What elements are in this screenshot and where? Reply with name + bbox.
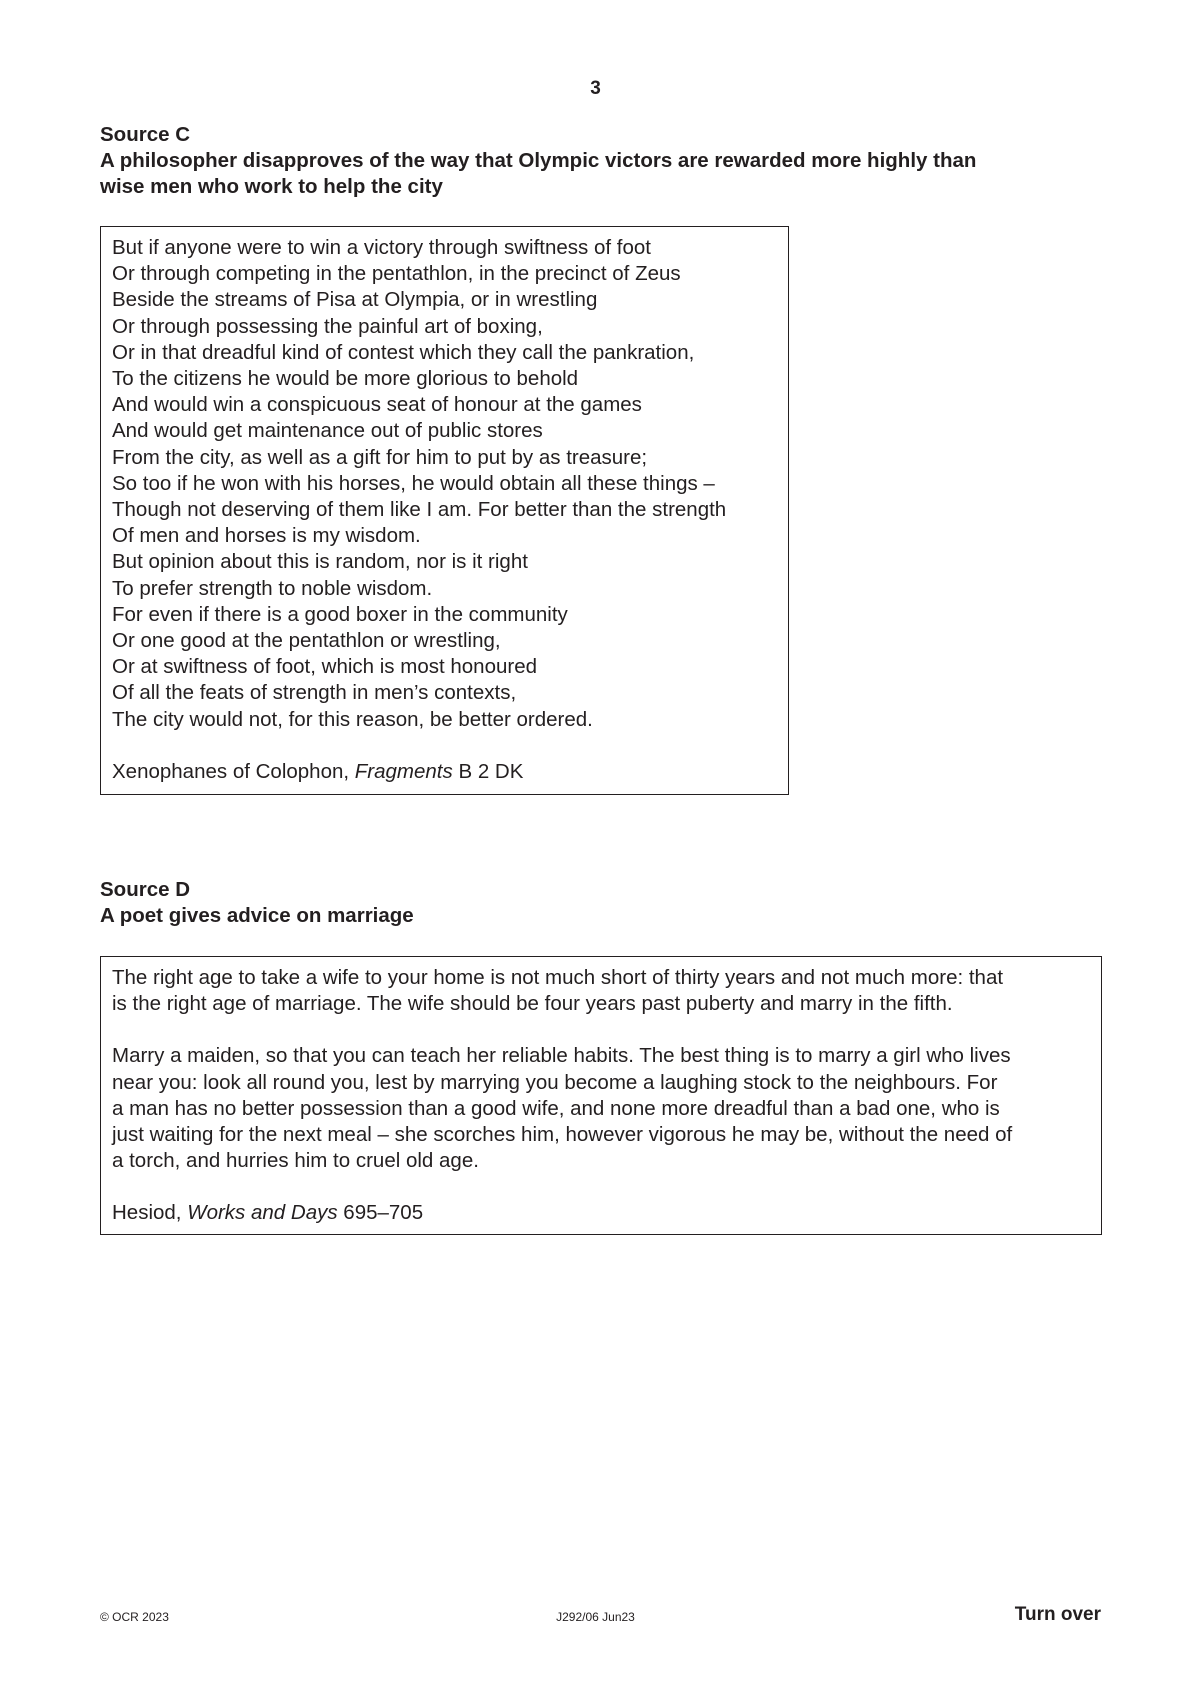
poem-line: Or in that dreadful kind of contest which they call the pankration, xyxy=(112,340,695,364)
citation-ref: B 2 DK xyxy=(452,759,524,783)
source-d-label: Source D xyxy=(100,878,190,901)
paragraph-line: is the right age of marriage. The wife should be four years past puberty and marry in the fifth. xyxy=(112,992,953,1016)
poem-line: Of men and horses is my wisdom. xyxy=(112,524,421,548)
poem-line: But if anyone were to win a victory through swiftness of foot xyxy=(112,236,651,259)
paragraph-line: near you: look all round you, lest by marrying you become a laughing stock to the neighbours. For xyxy=(112,1070,998,1094)
citation-author: Hesiod, xyxy=(112,1201,188,1225)
source-c-box xyxy=(100,226,789,795)
source-c-title-line-2: wise men who work to help the city xyxy=(100,175,443,198)
citation-work: Works and Days xyxy=(187,1201,338,1225)
source-c-title-line-1: A philosopher disapproves of the way that Olympic victors are rewarded more highly than xyxy=(100,149,977,172)
paragraph-line: The right age to take a wife to your home is not much short of thirty years and not much more: that xyxy=(112,966,1004,989)
paragraph-line: Marry a maiden, so that you can teach her reliable habits. The best thing is to marry a girl who lives xyxy=(112,1044,1011,1068)
source-d-title: A poet gives advice on marriage xyxy=(100,904,414,927)
poem-line: Of all the feats of strength in men’s contexts, xyxy=(112,681,517,705)
poem-line: Or through possessing the painful art of boxing, xyxy=(112,314,543,338)
citation-author: Xenophanes of Colophon, xyxy=(112,759,355,783)
poem-line: So too if he won with his horses, he would obtain all these things – xyxy=(112,471,715,495)
poem-line: Though not deserving of them like I am. For better than the strength xyxy=(112,498,727,522)
poem-line: To the citizens he would be more glorious to behold xyxy=(112,367,579,391)
poem-line: Beside the streams of Pisa at Olympia, or in wrestling xyxy=(112,288,598,312)
poem-line: Or one good at the pentathlon or wrestling, xyxy=(112,629,501,653)
page-number: 3 xyxy=(590,78,601,99)
footer-copyright: © OCR 2023 xyxy=(100,1610,169,1624)
poem-line: And would win a conspicuous seat of honour at the games xyxy=(112,393,642,417)
citation-work: Fragments xyxy=(354,759,453,783)
poem-line: For even if there is a good boxer in the community xyxy=(112,602,568,626)
source-c-citation xyxy=(112,759,777,785)
turn-over: Turn over xyxy=(1014,1604,1101,1625)
poem-line: And would get maintenance out of public stores xyxy=(112,419,543,443)
poem-line: Or through competing in the pentathlon, in the precinct of Zeus xyxy=(112,262,681,286)
poem-line: From the city, as well as a gift for him to put by as treasure; xyxy=(112,445,648,469)
citation-ref: 695–705 xyxy=(337,1201,424,1225)
source-d-citation xyxy=(112,1200,1090,1226)
source-c-label: Source C xyxy=(100,123,190,146)
poem-line: But opinion about this is random, nor is it right xyxy=(112,550,528,574)
paragraph-line: just waiting for the next meal – she scorches him, however vigorous he may be, without the need of xyxy=(112,1123,1013,1147)
poem-line: Or at swiftness of foot, which is most honoured xyxy=(112,655,537,679)
footer-paper-code: J292/06 Jun23 xyxy=(556,1610,635,1624)
poem-line: To prefer strength to noble wisdom. xyxy=(112,576,433,600)
paragraph-line: a torch, and hurries him to cruel old age. xyxy=(112,1149,479,1173)
source-d-box xyxy=(100,956,1102,1235)
poem-line: The city would not, for this reason, be better ordered. xyxy=(112,707,593,731)
paragraph-line: a man has no better possession than a good wife, and none more dreadful than a bad one, who is xyxy=(112,1096,1000,1120)
